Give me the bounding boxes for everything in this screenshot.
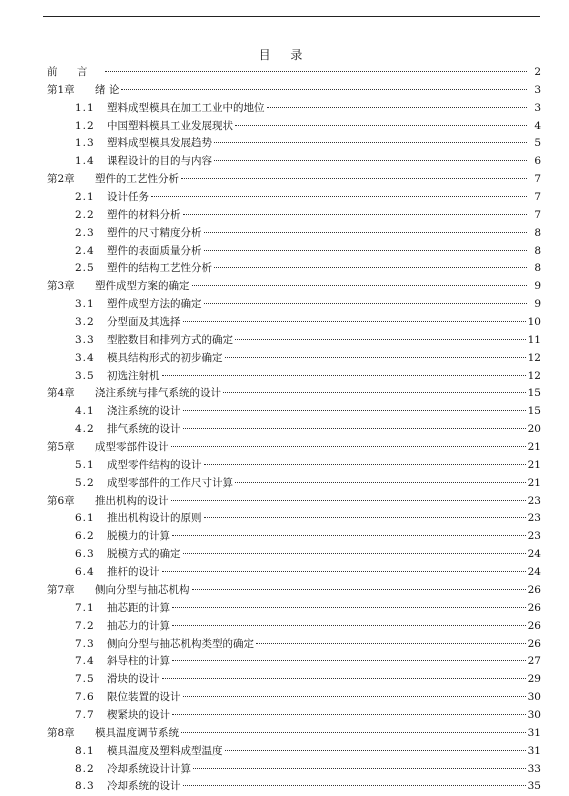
toc-entry-label: 塑件的结构工艺性分析	[107, 262, 212, 275]
toc-page-number: 8	[534, 244, 541, 257]
toc-leader-dots	[181, 732, 526, 733]
toc-page-number: 7	[534, 173, 541, 186]
toc-page-number: 3	[534, 101, 541, 114]
toc-page-number: 21	[527, 476, 541, 489]
toc-entry-label: 设计任务	[107, 191, 149, 204]
toc-section-entry[interactable]	[47, 135, 541, 153]
toc-leader-dots	[204, 232, 528, 233]
toc-page-number: 8	[534, 262, 541, 275]
toc-section-entry[interactable]	[47, 475, 541, 493]
toc-entry-number: 1.1	[75, 101, 95, 114]
toc-entry-number: 1.2	[75, 119, 95, 132]
toc-entry-number: 1.3	[75, 137, 95, 150]
toc-entry-number: 第4章	[47, 387, 75, 400]
header-rule	[43, 16, 540, 17]
toc-section-entry[interactable]	[47, 564, 541, 582]
toc-section-entry[interactable]	[47, 403, 541, 421]
toc-entry-label: 成型零部件的工作尺寸计算	[107, 476, 233, 489]
toc-page-number: 6	[534, 155, 541, 168]
toc-leader-dots	[267, 107, 528, 108]
toc-section-entry[interactable]	[47, 510, 541, 528]
toc-leader-dots	[162, 678, 526, 679]
toc-leader-dots	[235, 339, 526, 340]
toc-section-entry[interactable]	[47, 207, 541, 225]
toc-leader-dots	[183, 696, 526, 697]
toc-entry-label: 冷却系统设计计算	[107, 762, 191, 775]
toc-page-number: 24	[527, 548, 541, 561]
toc-section-entry[interactable]	[47, 118, 541, 136]
toc-page-number: 23	[527, 530, 541, 543]
toc-entry-number: 7.3	[75, 637, 95, 650]
toc-entry-number: 前 言	[47, 66, 96, 78]
toc-leader-dots	[192, 285, 528, 286]
toc-entry-label: 侧向分型与抽芯机构	[95, 583, 190, 596]
toc-entry-number: 8.1	[75, 744, 95, 757]
toc-leader-dots	[183, 785, 526, 786]
toc-entry-number: 4.1	[75, 405, 95, 418]
toc-page-number: 26	[527, 583, 541, 596]
toc-page-number: 3	[534, 83, 541, 96]
toc-section-entry[interactable]	[47, 189, 541, 207]
toc-entry-label: 抽芯距的计算	[107, 601, 170, 614]
toc-leader-dots	[193, 768, 526, 769]
toc-section-entry[interactable]	[47, 421, 541, 439]
toc-leader-dots	[172, 660, 526, 661]
toc-page-number: 35	[527, 780, 541, 793]
toc-leader-dots	[183, 321, 526, 322]
toc-leader-dots	[183, 214, 528, 215]
toc-chapter-entry[interactable]	[47, 439, 541, 457]
toc-entry-number: 7.1	[75, 601, 95, 614]
toc-leader-dots	[214, 160, 527, 161]
toc-leader-dots	[172, 714, 526, 715]
toc-chapter-entry[interactable]	[47, 725, 541, 743]
toc-leader-dots	[256, 643, 526, 644]
toc-entry-number: 2.2	[75, 208, 95, 221]
toc-page-number: 4	[534, 119, 541, 132]
toc-page-number: 21	[527, 441, 541, 454]
toc-section-entry[interactable]	[47, 689, 541, 707]
toc-page-number: 23	[527, 494, 541, 507]
toc-section-entry[interactable]	[47, 761, 541, 779]
toc-leader-dots	[171, 500, 526, 501]
toc-leader-dots	[151, 196, 527, 197]
toc-entry-number: 第8章	[47, 726, 75, 739]
toc-entry-label: 塑件的工艺性分析	[95, 173, 179, 186]
toc-page-number: 12	[527, 351, 541, 364]
toc-entry-number: 2.3	[75, 226, 95, 239]
toc-entry-number: 7.5	[75, 673, 95, 686]
toc-section-entry[interactable]	[47, 457, 541, 475]
toc-leader-dots	[181, 178, 527, 179]
toc-page-number: 8	[534, 226, 541, 239]
toc-page-number: 27	[527, 655, 541, 668]
toc-section-entry[interactable]	[47, 618, 541, 636]
toc-entry-label: 排气系统的设计	[107, 423, 181, 436]
toc-entry-label: 成型零件结构的设计	[107, 458, 202, 471]
toc-entry-number: 7.2	[75, 619, 95, 632]
toc-entry-number: 6.1	[75, 512, 95, 525]
toc-section-entry[interactable]	[47, 778, 541, 796]
toc-leader-dots	[183, 428, 526, 429]
toc-entry-label: 塑件的材料分析	[107, 208, 181, 221]
toc-leader-dots	[204, 303, 528, 304]
toc-section-entry[interactable]	[47, 225, 541, 243]
toc-page-number: 15	[527, 387, 541, 400]
toc-entry-label: 脱模力的计算	[107, 530, 170, 543]
toc-section-entry[interactable]	[47, 671, 541, 689]
toc-entry-label: 塑件的表面质量分析	[107, 244, 202, 257]
toc-entry-label: 初选注射机	[107, 369, 160, 382]
toc-section-entry[interactable]	[47, 332, 541, 350]
toc-page-number: 23	[527, 512, 541, 525]
toc-entry-number: 3.5	[75, 369, 95, 382]
toc-entry-label: 课程设计的目的与内容	[107, 155, 212, 168]
toc-entry-label: 限位装置的设计	[107, 691, 181, 704]
toc-leader-dots	[225, 357, 526, 358]
toc-entry-label: 型腔数目和排列方式的确定	[107, 333, 233, 346]
toc-page-number: 2	[534, 66, 541, 78]
toc-chapter-entry[interactable]	[47, 171, 541, 189]
toc-entry-label: 模具温度调节系统	[95, 726, 179, 739]
toc-page-number: 11	[527, 333, 541, 346]
toc-chapter-entry[interactable]	[47, 385, 541, 403]
toc-entry-label: 推出机构设计的原则	[107, 512, 202, 525]
toc-page-number: 24	[527, 566, 541, 579]
toc-section-entry[interactable]	[47, 743, 541, 761]
toc-leader-dots	[105, 71, 527, 72]
toc-entry-number: 2.5	[75, 262, 95, 275]
toc-section-entry[interactable]	[47, 153, 541, 171]
toc-page-number: 10	[527, 316, 541, 329]
toc-section-entry[interactable]	[47, 636, 541, 654]
toc-leader-dots	[235, 125, 527, 126]
toc-page-number: 9	[534, 280, 541, 293]
toc-entry-label: 塑料成型模具发展趋势	[107, 137, 212, 150]
toc-leader-dots	[172, 535, 526, 536]
toc-entry-label: 抽芯力的计算	[107, 619, 170, 632]
toc-chapter-entry[interactable]	[47, 493, 541, 511]
toc-entry-number: 2.4	[75, 244, 95, 257]
toc-page-number: 29	[527, 673, 541, 686]
toc-page-number: 30	[527, 708, 541, 721]
toc-page-number: 12	[527, 369, 541, 382]
toc-entry-label: 模具温度及塑料成型温度	[107, 744, 223, 757]
toc-entry-label: 中国塑料模具工业发展现状	[107, 119, 233, 132]
toc-entry-label: 成型零部件设计	[95, 441, 169, 454]
toc-section-entry[interactable]	[47, 600, 541, 618]
toc-section-entry[interactable]	[47, 653, 541, 671]
toc-leader-dots	[172, 625, 526, 626]
toc-page-number: 33	[527, 762, 541, 775]
toc-entry-label: 楔紧块的设计	[107, 708, 170, 721]
toc-page-number: 30	[527, 691, 541, 704]
toc-entry-label: 塑件成型方案的确定	[95, 280, 190, 293]
toc-section-entry[interactable]	[47, 296, 541, 314]
toc-leader-dots	[183, 553, 526, 554]
toc-leader-dots	[214, 142, 527, 143]
table-of-contents	[47, 64, 541, 796]
toc-entry-number: 第5章	[47, 441, 75, 454]
toc-title: 目 录	[258, 48, 311, 62]
toc-section-entry[interactable]	[47, 350, 541, 368]
toc-entry-label: 浇注系统的设计	[107, 405, 181, 418]
toc-section-entry[interactable]	[47, 707, 541, 725]
toc-entry-number: 3.3	[75, 333, 95, 346]
toc-page-number: 26	[527, 619, 541, 632]
toc-entry-number: 第2章	[47, 173, 75, 186]
toc-entry-number: 第6章	[47, 494, 75, 507]
toc-leader-dots	[171, 446, 526, 447]
toc-chapter-entry[interactable]	[47, 582, 541, 600]
toc-entry-number: 4.2	[75, 423, 95, 436]
toc-entry-label: 滑块的设计	[107, 673, 160, 686]
toc-entry-number: 第3章	[47, 280, 75, 293]
toc-page-number: 31	[527, 726, 541, 739]
toc-page-number: 26	[527, 601, 541, 614]
toc-section-entry[interactable]	[47, 368, 541, 386]
toc-page-number: 31	[527, 744, 541, 757]
toc-entry-number: 5.1	[75, 458, 95, 471]
toc-entry-label: 冷却系统的设计	[107, 780, 181, 793]
toc-leader-dots	[223, 392, 526, 393]
toc-entry-number: 6.2	[75, 530, 95, 543]
toc-entry-number: 第1章	[47, 83, 75, 96]
toc-leader-dots	[121, 89, 527, 90]
toc-section-entry[interactable]	[47, 100, 541, 118]
toc-entry-number: 8.3	[75, 780, 95, 793]
toc-page-number: 7	[534, 191, 541, 204]
toc-entry-number: 7.4	[75, 655, 95, 668]
toc-section-entry[interactable]	[47, 528, 541, 546]
toc-entry-label: 塑件的尺寸精度分析	[107, 226, 202, 239]
toc-entry-label: 塑件成型方法的确定	[107, 298, 202, 311]
toc-entry-number: 3.2	[75, 316, 95, 329]
toc-section-entry[interactable]	[47, 243, 541, 261]
toc-entry-number: 5.2	[75, 476, 95, 489]
toc-page-number: 21	[527, 458, 541, 471]
toc-page-number: 7	[534, 208, 541, 221]
toc-entry-label: 侧向分型与抽芯机构类型的确定	[107, 637, 254, 650]
toc-page-number: 15	[527, 405, 541, 418]
toc-leader-dots	[235, 482, 526, 483]
toc-entry-label: 绪 论	[95, 83, 120, 96]
toc-entry-number: 1.4	[75, 155, 95, 168]
toc-page-number: 26	[527, 637, 541, 650]
toc-entry-label: 脱模方式的确定	[107, 548, 181, 561]
toc-section-entry[interactable]	[47, 314, 541, 332]
toc-entry-label: 推出机构的设计	[95, 494, 169, 507]
toc-entry-number: 3.1	[75, 298, 95, 311]
toc-page-number: 5	[534, 137, 541, 150]
toc-leader-dots	[162, 571, 526, 572]
toc-chapter-entry[interactable]	[47, 278, 541, 296]
toc-entry-label: 浇注系统与排气系统的设计	[95, 387, 221, 400]
toc-entry-number: 6.4	[75, 566, 95, 579]
toc-entry-number: 2.1	[75, 191, 95, 204]
toc-entry-number: 第7章	[47, 583, 75, 596]
toc-section-entry[interactable]	[47, 260, 541, 278]
toc-leader-dots	[192, 589, 526, 590]
toc-entry-label: 塑料成型模具在加工工业中的地位	[107, 101, 265, 114]
toc-page-number: 20	[527, 423, 541, 436]
toc-leader-dots	[172, 607, 526, 608]
toc-entry-number: 8.2	[75, 762, 95, 775]
toc-leader-dots	[225, 750, 526, 751]
toc-entry-label: 推杆的设计	[107, 566, 160, 579]
toc-entry-number: 3.4	[75, 351, 95, 364]
toc-leader-dots	[214, 267, 527, 268]
toc-entry-number: 6.3	[75, 548, 95, 561]
toc-page-number: 9	[534, 298, 541, 311]
toc-leader-dots	[183, 410, 526, 411]
toc-leader-dots	[204, 250, 528, 251]
toc-leader-dots	[204, 517, 526, 518]
toc-leader-dots	[162, 375, 526, 376]
toc-leader-dots	[204, 464, 526, 465]
toc-entry-number: 7.7	[75, 708, 95, 721]
toc-chapter-entry[interactable]	[47, 82, 541, 100]
toc-preface-entry[interactable]	[47, 64, 541, 82]
toc-entry-number: 7.6	[75, 691, 95, 704]
toc-entry-label: 模具结构形式的初步确定	[107, 351, 223, 364]
toc-entry-label: 分型面及其选择	[107, 316, 181, 329]
toc-entry-label: 斜导柱的计算	[107, 655, 170, 668]
toc-section-entry[interactable]	[47, 546, 541, 564]
